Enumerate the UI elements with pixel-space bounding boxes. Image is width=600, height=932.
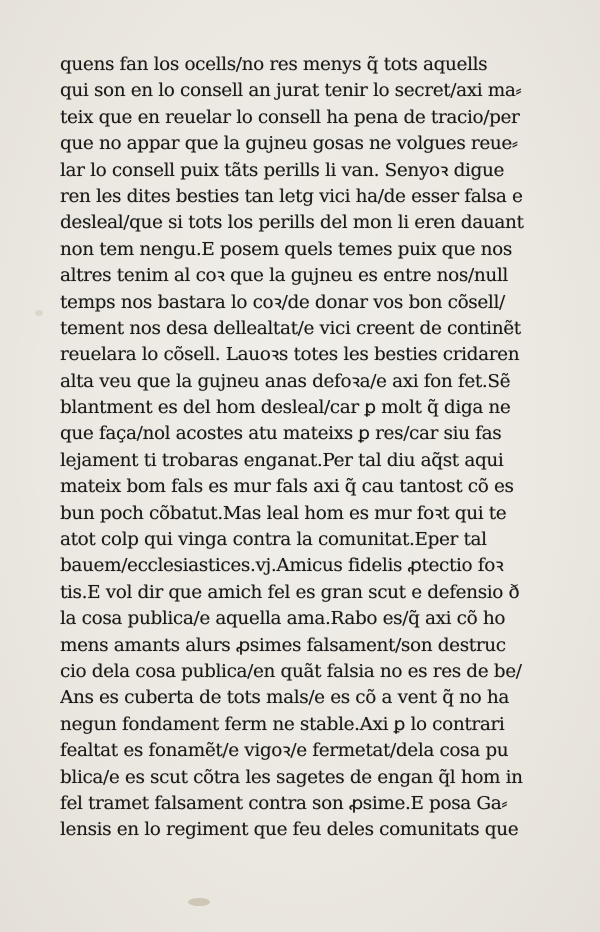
text-line-14: blantment es del hom desleal/car ꝑ molt q̃ diga ne bbox=[60, 398, 511, 419]
text-line-12: reuelara lo cõsell. Lauoꝛs totes les besties cridaren bbox=[60, 345, 520, 366]
text-line-4: que no appar que la gujneu gosas ne volgues reue⸗ bbox=[60, 134, 518, 155]
text-line-19: atot colp qui vinga contra la comunitat.Eper tal bbox=[60, 530, 487, 551]
text-line-29: fel tramet falsament contra son ꝓsime.E posa Ga⸗ bbox=[60, 793, 508, 814]
text-line-30: lensis en lo regiment que feu deles comunitats que bbox=[60, 820, 519, 841]
text-line-20: bauem/ecclesiastices.vj.Amicus fidelis ꝓtectio foꝛ bbox=[60, 556, 504, 577]
text-line-2: qui son en lo consell an jurat tenir lo secret/axi ma⸗ bbox=[60, 81, 522, 102]
text-line-26: negun fondament ferm ne stable.Axi ꝑ lo contrari bbox=[60, 714, 505, 735]
text-line-21: tis.E vol dir que amich fel es gran scut e defensio ð bbox=[60, 582, 520, 603]
paper-spot bbox=[188, 898, 210, 906]
text-line-22: la cosa publica/e aquella ama.Rabo es/q̃ axi cõ ho bbox=[60, 609, 506, 630]
text-line-7: desleal/que si tots los perills del mon li eren dauant bbox=[60, 213, 524, 234]
text-line-8: non tem nengu.E posem quels temes puix que nos bbox=[60, 239, 512, 260]
text-line-6: ren les dites besties tan letg vici ha/de esser falsa e bbox=[60, 186, 523, 207]
text-line-18: bun poch cõbatut.Mas leal hom es mur foꝛt qui te bbox=[60, 503, 507, 524]
text-line-16: lejament ti trobaras enganat.Per tal diu aq̃st aqui bbox=[60, 450, 504, 471]
text-line-3: teix que en reuelar lo consell ha pena de tracio/per bbox=[60, 107, 520, 128]
text-line-27: fealtat es fonamẽt/e vigoꝛ/e fermetat/dela cosa pu bbox=[60, 741, 509, 762]
text-line-24: cio dela cosa publica/en quãt falsia no es res de be/ bbox=[60, 661, 522, 682]
text-line-5: lar lo consell puix tãts perills li van. Senyoꝛ digue bbox=[60, 160, 504, 181]
text-line-15: que faça/nol acostes atu mateixs ꝑ res/car siu fas bbox=[60, 424, 502, 445]
text-line-1: quens fan los ocells/no res menys q̃ tots aquells bbox=[60, 55, 488, 75]
text-line-17: mateix bom fals es mur fals axi q̃ cau tantost cõ es bbox=[60, 477, 514, 498]
body-text bbox=[60, 52, 565, 844]
text-line-10: temps nos bastara lo coꝛ/de donar vos bon cõsell/ bbox=[60, 292, 505, 313]
text-line-11: tement nos desa dellealtat/e vici creent de continẽt bbox=[60, 318, 521, 339]
text-line-28: blica/e es scut cõtra les sagetes de engan q̃l hom in bbox=[60, 767, 523, 788]
text-line-9: altres tenim al coꝛ que la gujneu es entre nos/null bbox=[60, 266, 508, 287]
text-line-23: mens amants alurs ꝓsimes falsament/son destruc bbox=[60, 635, 506, 656]
text-line-25: Ans es cuberta de tots mals/e es cõ a vent q̃ no ha bbox=[60, 688, 509, 709]
paper-spot bbox=[35, 310, 43, 316]
text-line-13: alta veu que la gujneu anas defoꝛa/e axi fon fet.Sẽ bbox=[60, 371, 511, 392]
